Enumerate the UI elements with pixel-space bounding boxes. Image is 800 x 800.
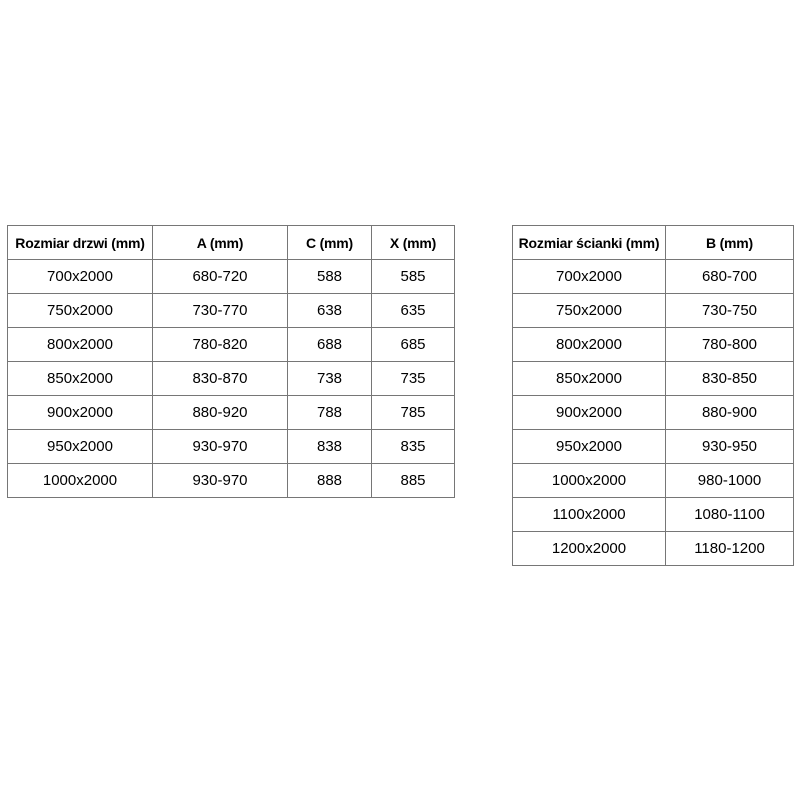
table-row (513, 396, 794, 430)
table-cell: 750x2000 (513, 294, 666, 328)
table-cell: 700x2000 (8, 260, 153, 294)
column-header: A (mm) (153, 226, 288, 260)
door-size-table-body (8, 260, 455, 498)
door-size-table (7, 225, 455, 498)
table-cell: 930-970 (153, 464, 288, 498)
table-cell: 800x2000 (513, 328, 666, 362)
table-row (513, 260, 794, 294)
table-cell: 785 (372, 396, 455, 430)
table-cell: 788 (288, 396, 372, 430)
table-cell: 685 (372, 328, 455, 362)
table-cell: 838 (288, 430, 372, 464)
table-cell: 880-920 (153, 396, 288, 430)
table-row (513, 464, 794, 498)
table-cell: 780-820 (153, 328, 288, 362)
table-cell: 1180-1200 (666, 532, 794, 566)
table-cell: 735 (372, 362, 455, 396)
table-cell: 1080-1100 (666, 498, 794, 532)
table-cell: 1200x2000 (513, 532, 666, 566)
table-cell: 900x2000 (8, 396, 153, 430)
table-row (513, 498, 794, 532)
table-row (513, 294, 794, 328)
table-row (8, 464, 455, 498)
table-cell: 700x2000 (513, 260, 666, 294)
column-header: Rozmiar drzwi (mm) (8, 226, 153, 260)
table-cell: 800x2000 (8, 328, 153, 362)
table-cell: 885 (372, 464, 455, 498)
table-row (513, 328, 794, 362)
table-cell: 780-800 (666, 328, 794, 362)
table-row (8, 328, 455, 362)
table-row (513, 532, 794, 566)
table-cell: 738 (288, 362, 372, 396)
table-cell: 1000x2000 (8, 464, 153, 498)
header-row (8, 226, 455, 260)
table-cell: 830-870 (153, 362, 288, 396)
table-cell: 730-750 (666, 294, 794, 328)
header-row (513, 226, 794, 260)
table-cell: 1000x2000 (513, 464, 666, 498)
table-row (8, 260, 455, 294)
table-cell: 835 (372, 430, 455, 464)
wall-size-table (512, 225, 794, 566)
table-row (8, 294, 455, 328)
table-cell: 850x2000 (8, 362, 153, 396)
table-row (8, 430, 455, 464)
table-cell: 635 (372, 294, 455, 328)
table-row (8, 396, 455, 430)
table-cell: 850x2000 (513, 362, 666, 396)
table-cell: 585 (372, 260, 455, 294)
table-cell: 930-970 (153, 430, 288, 464)
table-row (8, 362, 455, 396)
table-cell: 980-1000 (666, 464, 794, 498)
table-cell: 638 (288, 294, 372, 328)
table-cell: 1100x2000 (513, 498, 666, 532)
table-cell: 950x2000 (513, 430, 666, 464)
table-cell: 900x2000 (513, 396, 666, 430)
column-header: C (mm) (288, 226, 372, 260)
table-cell: 888 (288, 464, 372, 498)
column-header: X (mm) (372, 226, 455, 260)
table-cell: 688 (288, 328, 372, 362)
table-row (513, 362, 794, 396)
table-cell: 680-700 (666, 260, 794, 294)
wall-size-table-body (513, 260, 794, 566)
table-cell: 930-950 (666, 430, 794, 464)
table-cell: 680-720 (153, 260, 288, 294)
column-header: Rozmiar ścianki (mm) (513, 226, 666, 260)
table-cell: 730-770 (153, 294, 288, 328)
door-size-table-head (8, 226, 455, 260)
column-header: B (mm) (666, 226, 794, 260)
table-row (513, 430, 794, 464)
table-cell: 830-850 (666, 362, 794, 396)
table-cell: 588 (288, 260, 372, 294)
table-cell: 880-900 (666, 396, 794, 430)
wall-size-table-head (513, 226, 794, 260)
table-cell: 950x2000 (8, 430, 153, 464)
table-cell: 750x2000 (8, 294, 153, 328)
